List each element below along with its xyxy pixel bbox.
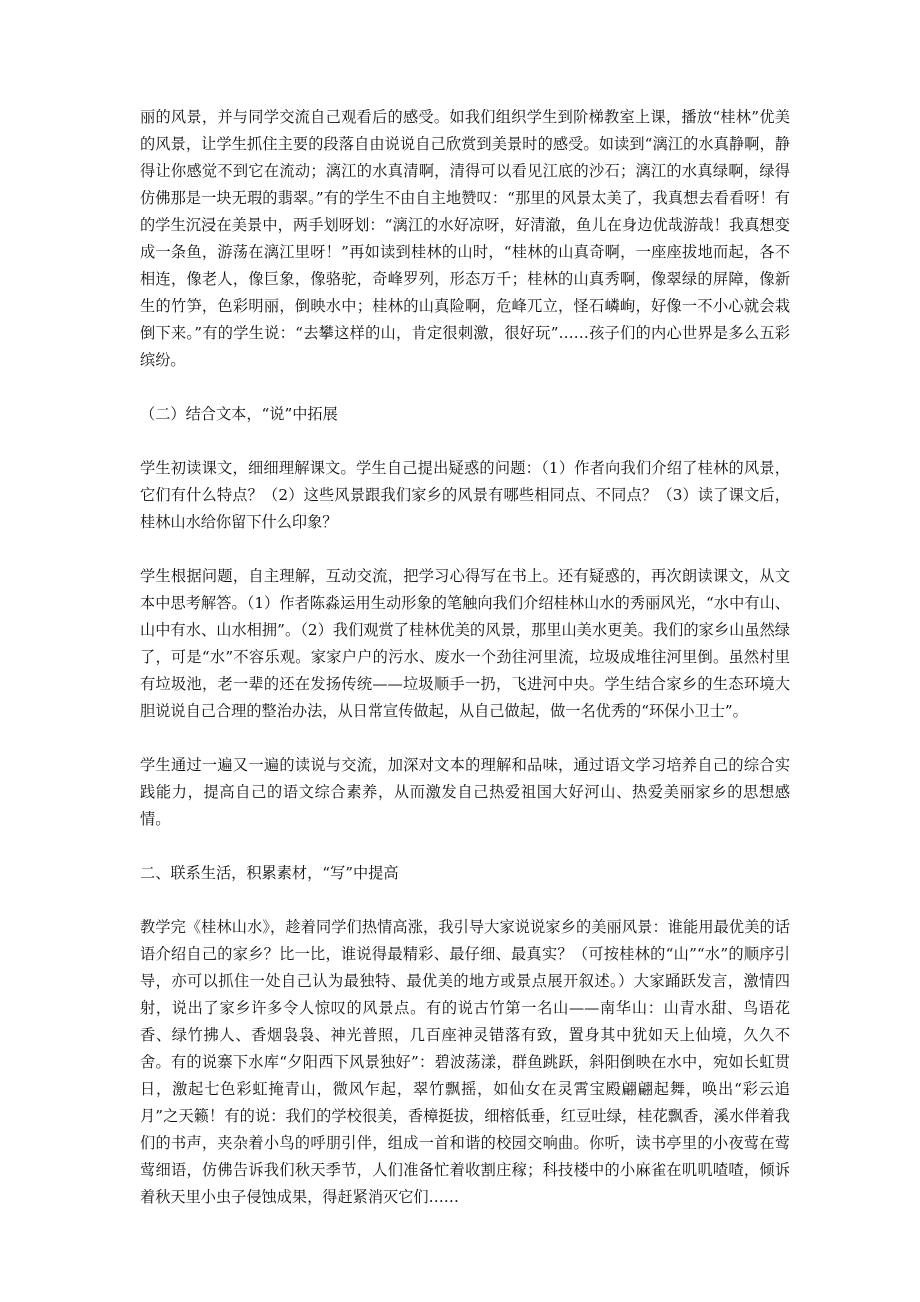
section-heading: 二、联系生活，积累素材，“写”中提高 <box>140 864 399 882</box>
body-paragraph: 丽的风景，并与同学交流自己观看后的感受。如我们组织学生到阶梯教室上课，播放“桂林”优美的风景，让学生抓住主要的段落自由说说自己欣赏到美景时的感受。如读到“漓江的水真静啊，静得让你感觉不到它在流动；漓江的水真清啊，清得可以看见江底的沙石；漓江的水真绿啊，绿得仿佛那是一块无瑕的翡翠。”有的学生不由自主地赞叹：“那里的风景太美了，我真想去看看呀！有的学生沉浸在美景中，两手划呀划：“漓江的水好凉呀，好清澈，鱼儿在身边优哉游哉！我真想变成一条鱼，游荡在漓江里呀！”再如读到桂林的山时，“桂林的山真奇啊，一座座拔地而起，各不相连，像老人，像巨象，像骆驼，奇峰罗列，形态万千；桂林的山真秀啊，像翠绿的屏障，像新生的竹笋，色彩明丽，倒映水中；桂林的山真险啊，危峰兀立，怪石嶙峋，好像一不小心就会栽倒下来。”有的学生说：“去攀这样的山，肯定很刺激，很好玩”……孩子们的内心世界是多么五彩缤纷。 <box>140 108 790 369</box>
body-paragraph: 学生通过一遍又一遍的读说与交流，加深对文本的理解和品味，通过语文学习培养自己的综合实践能力，提高自己的语文综合素养，从而激发自己热爱祖国大好河山、热爱美丽家乡的思想感情。 <box>140 756 790 828</box>
document-page <box>140 104 790 1211</box>
body-paragraph: 学生根据问题，自主理解，互动交流，把学习心得写在书上。还有疑惑的，再次朗读课文，从文本中思考解答。（1）作者陈淼运用生动形象的笔触向我们介绍桂林山水的秀丽风光，“水中有山、山中有水、山水相拥”。（2）我们观赏了桂林优美的风景，那里山美水更美。我们的家乡山虽然绿了，可是“水”不容乐观。家家户户的污水、废水一个劲往河里流，垃圾成堆往河里倒。虽然村里有垃圾池，老一辈的还在发扬传统——垃圾顺手一扔，飞进河中央。学生结合家乡的生态环境大胆说说自己合理的整治办法，从日常宣传做起，从自己做起，做一名优秀的“环保小卫士”。 <box>140 567 790 720</box>
body-paragraph: 教学完《桂林山水》，趁着同学们热情高涨，我引导大家说说家乡的美丽风景：谁能用最优美的话语介绍自己的家乡？比一比，谁说得最精彩、最仔细、最真实？（可按桂林的“山”“水”的顺序引导，亦可以抓住一处自己认为最独特、最优美的地方或景点展开叙述。）大家踊跃发言，激情四射，说出了家乡许多令人惊叹的风景点。有的说古竹第一名山——南华山：山青水甜、鸟语花香、绿竹拂人、香烟袅袅、神光普照，几百座神灵错落有致，置身其中犹如天上仙境，久久不舍。有的说寨下水库“夕阳西下风景独好”：碧波荡漾，群鱼跳跃，斜阳倒映在水中，宛如长虹贯日，激起七色彩虹掩青山，微风乍起，翠竹飘摇，如仙女在灵霄宝殿翩翩起舞，唤出“彩云追月”之天籁！有的说：我们的学校很美，香樟挺拔，细榕低垂，红豆吐绿，桂花飘香，溪水伴着我们的书声，夹杂着小鸟的呼朋引伴，组成一首和谐的校园交响曲。你听，读书亭里的小夜莺在莺莺细语，仿佛告诉我们秋天季节，人们准备忙着收割庄稼；科技楼中的小麻雀在叽叽喳喳，倾诉着秋天里小虫子侵蚀成果，得赶紧消灭它们…… <box>140 918 790 1206</box>
section-heading: （二）结合文本，“说”中拓展 <box>140 405 338 423</box>
body-paragraph: 学生初读课文，细细理解课文。学生自己提出疑惑的问题：（1）作者向我们介绍了桂林的风景，它们有什么特点？（2）这些风景跟我们家乡的风景有哪些相同点、不同点？（3）读了课文后，桂林山水给你留下什么印象？ <box>140 459 790 531</box>
